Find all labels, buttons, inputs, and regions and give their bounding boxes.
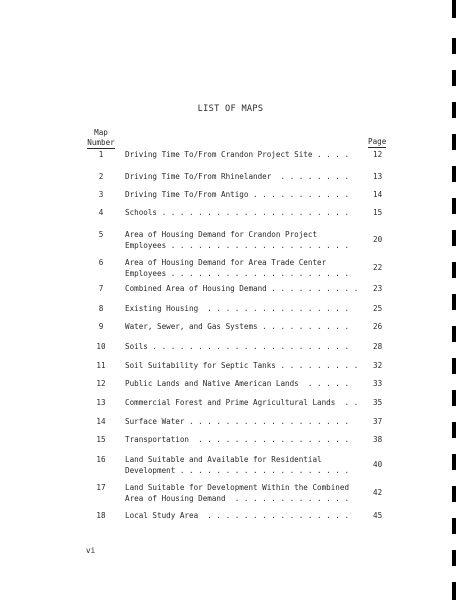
binding-mark (452, 454, 456, 470)
page-number: 32 (373, 361, 383, 370)
map-title (125, 304, 370, 315)
map-title-line: Commercial Forest and Prime Agricultural Lands . . (125, 398, 359, 407)
map-number: 17 (96, 483, 106, 492)
map-title (125, 150, 370, 161)
map-number: 6 (98, 258, 104, 267)
page-number: 22 (373, 263, 383, 272)
binding-mark (452, 550, 456, 566)
binding-mark (452, 262, 456, 278)
map-number: 2 (98, 172, 104, 181)
map-title (125, 258, 370, 279)
page-number: 20 (373, 235, 383, 244)
map-number: 13 (96, 398, 106, 407)
map-title-line: Development . . . . . . . . . . . . . . . . . . . (125, 465, 350, 475)
map-title-line: Combined Area of Housing Demand . . . . . . . . . . (125, 284, 359, 293)
map-title-line: Local Study Area . . . . . . . . . . . . . . . . (125, 511, 350, 520)
map-title-line: Water, Sewer, and Gas Systems . . . . . . . . . . (125, 322, 350, 331)
binding-mark (452, 294, 456, 310)
binding-mark (452, 166, 456, 182)
map-number: 7 (98, 284, 104, 293)
map-number-header (84, 128, 118, 149)
map-title-line: Existing Housing . . . . . . . . . . . . . . . . (125, 304, 350, 313)
map-title (125, 208, 370, 219)
map-number: 15 (96, 435, 106, 444)
map-title-line: Driving Time To/From Rhinelander . . . . . . . . (125, 172, 350, 181)
page-number: 14 (373, 190, 383, 199)
map-number-header-line2: Number (87, 138, 115, 147)
map-title-line: Driving Time To/From Crandon Project Site . . . . (125, 150, 350, 159)
map-title (125, 322, 370, 333)
map-title-line: Transportation . . . . . . . . . . . . . . . . . (125, 435, 350, 444)
map-title (125, 172, 370, 183)
page-number: 28 (373, 342, 383, 351)
map-title (125, 417, 370, 428)
page-header: Page (368, 137, 387, 146)
map-title-line: Land Suitable and Available for Residential (125, 455, 322, 464)
binding-mark (452, 0, 456, 18)
map-number: 12 (96, 379, 106, 388)
binding-mark (452, 422, 456, 438)
map-title-line: Area of Housing Demand for Crandon Project (125, 230, 318, 239)
map-title-line: Employees . . . . . . . . . . . . . . . . . . . . (125, 240, 350, 250)
map-number: 5 (98, 230, 104, 239)
binding-mark (452, 134, 456, 150)
page-number: 42 (373, 488, 383, 497)
page-number: 23 (373, 284, 383, 293)
binding-mark (452, 102, 456, 118)
map-title (125, 435, 370, 446)
map-number: 9 (98, 322, 104, 331)
page-number: 33 (373, 379, 383, 388)
map-title (125, 190, 370, 201)
map-title-line: Schools . . . . . . . . . . . . . . . . . . . . . (125, 208, 350, 217)
binding-mark (452, 230, 456, 246)
map-title (125, 483, 370, 504)
map-title (125, 398, 370, 409)
map-number: 11 (96, 361, 106, 370)
page-number: 35 (373, 398, 383, 407)
map-title (125, 342, 370, 353)
map-title-line: Public Lands and Native American Lands . . . . . (125, 379, 350, 388)
binding-mark (452, 518, 456, 534)
binding-mark (452, 582, 456, 600)
map-number: 14 (96, 417, 106, 426)
page-number: 15 (373, 208, 383, 217)
map-title-line: Surface Water . . . . . . . . . . . . . . . . . . (125, 417, 350, 426)
map-number: 16 (96, 455, 106, 464)
page-number: 26 (373, 322, 383, 331)
map-title (125, 284, 370, 295)
map-title-line: Employees . . . . . . . . . . . . . . . . . . . . (125, 268, 350, 278)
map-title-line: Land Suitable for Development Within the Combined (125, 483, 350, 492)
page-number: 13 (373, 172, 383, 181)
page-number: 40 (373, 460, 383, 469)
binding-mark (452, 358, 456, 374)
binding-mark (452, 390, 456, 406)
map-title-line: Driving Time To/From Antigo . . . . . . . . . . . (125, 190, 350, 199)
binding-mark (452, 38, 456, 54)
map-number: 4 (98, 208, 104, 217)
map-number-header-line1: Map (94, 128, 108, 137)
map-number: 18 (96, 511, 106, 520)
page-number: 12 (373, 150, 383, 159)
page-number: 45 (373, 511, 383, 520)
map-title (125, 379, 370, 390)
map-title (125, 511, 370, 522)
page-number-footer: vi (86, 546, 96, 555)
map-number: 1 (98, 150, 104, 159)
page-number: 38 (373, 435, 383, 444)
map-title (125, 361, 370, 372)
binding-mark (452, 198, 456, 214)
page-number: 25 (373, 304, 383, 313)
map-number: 3 (98, 190, 104, 199)
binding-mark (452, 486, 456, 502)
map-title (125, 455, 370, 476)
map-title (125, 230, 370, 251)
map-number: 8 (98, 304, 104, 313)
map-title-line: Soil Suitability for Septic Tanks . . . . . . . . . (125, 361, 359, 370)
binding-mark (452, 326, 456, 342)
page-title: LIST OF MAPS (197, 104, 264, 114)
page-number: 37 (373, 417, 383, 426)
binding-mark (452, 70, 456, 86)
map-number: 10 (96, 342, 106, 351)
map-title-line: Area of Housing Demand . . . . . . . . . . . . . (125, 493, 350, 503)
map-title-line: Soils . . . . . . . . . . . . . . . . . . . . . . (125, 342, 350, 351)
map-title-line: Area of Housing Demand for Area Trade Center (125, 258, 327, 267)
